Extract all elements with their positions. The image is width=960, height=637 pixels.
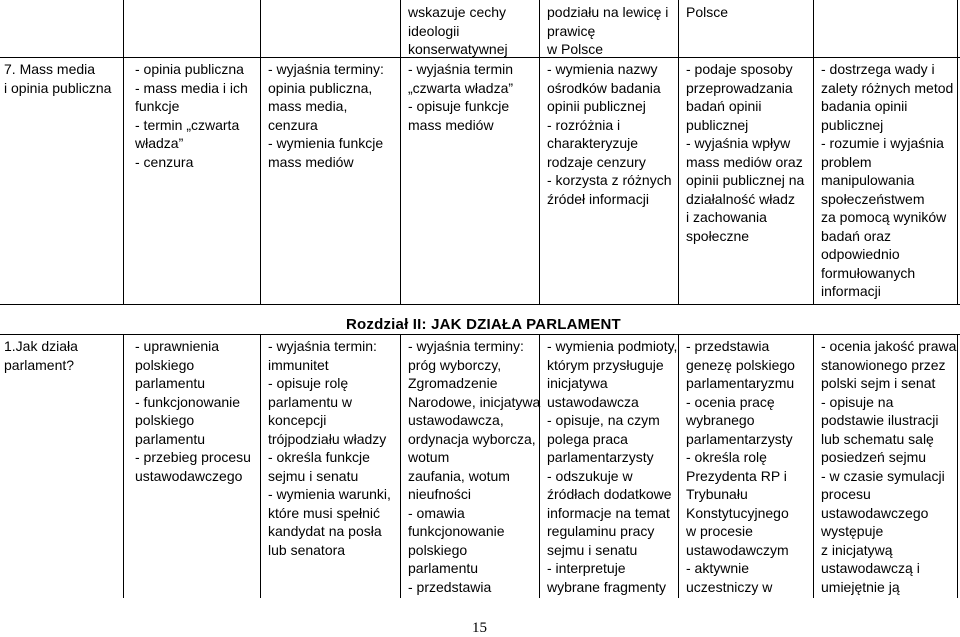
cell-requirements-level1: - wyjaśnia terminy: opinia publiczna, mass media, cenzura - wymienia funkcje mass mediów	[268, 61, 384, 170]
table-col-divider-1	[123, 0, 124, 304]
table-col-divider-2-lower	[260, 334, 261, 598]
table-right-border	[957, 0, 958, 304]
table-col-divider-1-lower	[123, 334, 124, 598]
table-col-divider-2	[260, 0, 261, 304]
cell-parlament-level2: - wyjaśnia terminy: próg wyborczy, Zgromadzenie Narodowe, inicjatywa ustawodawcza, ordynacja wyborcza, wotum zaufania, wotum nieufności - omawia funkcjonowanie polskiego parlamentu - przedstawia	[408, 338, 541, 595]
cell-parlament-level1: - wyjaśnia termin: immunitet - opisuje rolę parlamentu w koncepcji trójpodziału władzy - określa funkcje sejmu i senatu - wymienia warunki, które musi spełnić kandydat na posła lub senatora	[268, 338, 391, 558]
cell-requirements-level5: - dostrzega wady i zalety różnych metod badania opinii publicznej - rozumie i wyjaśnia problem manipulowania społeczeństwem za pomocą wyników badań oraz odpowiednio formułowanych informacji	[821, 61, 954, 299]
table-col-divider-4	[539, 0, 540, 304]
cell-parlament-level4: - przedstawia genezę polskiego parlamentaryzmu - ocenia pracę wybranego parlamentarzysty - określa rolę Prezydenta RP i Trybunału Konstytucyjnego w procesie ustawodawczym - aktywnie uczestniczy w	[686, 338, 795, 595]
cell-continued-col6: Polsce	[686, 4, 729, 20]
cell-continued-col4: wskazuje cechy ideologii konserwatywnej	[408, 4, 508, 57]
table-col-divider-3	[400, 0, 401, 304]
table-col-divider-3-lower	[400, 334, 401, 598]
cell-parlament-level5: - ocenia jakość prawa stanowionego przez polski sejm i senat - opisuje na podstawie ilustracji lub schematu salę posiedzeń sejmu - w czasie symulacji procesu ustawodawczego występuje z inicjatywą ustawodawczą i umiejętnie ją	[821, 338, 957, 595]
cell-parlament-level3: - wymienia podmioty, którym przysługuje inicjatywa ustawodawcza - opisuje, na czym polega praca parlamentarzysty - odszukuje w źródłach dodatkowe informacje na temat regulaminu pracy sejmu i senatu - interpretuje wybrane fragmenty	[547, 338, 678, 595]
cell-content-mass-media: - opinia publiczna - mass media i ich funkcje - termin „czwarta władza” - cenzura	[135, 61, 248, 170]
cell-requirements-level2: - wyjaśnia termin „czwarta władza” - opisuje funkcje mass mediów	[408, 61, 514, 133]
table-col-divider-6-lower	[813, 334, 814, 598]
section-heading: Rozdział II: JAK DZIAŁA PARLAMENT	[346, 316, 621, 333]
cell-requirements-level3: - wymienia nazwy ośrodków badania opinii publicznej - rozróżnia i charakteryzuje rodzaje cenzury - korzysta z różnych źródeł informacji	[547, 61, 672, 207]
table-col-divider-6	[813, 0, 814, 304]
table-col-divider-5	[678, 0, 679, 304]
table-rule-mass-media-bottom	[0, 304, 960, 305]
cell-topic-mass-media: 7. Mass media i opinia publiczna	[4, 61, 112, 96]
table-rule-heading-bottom	[0, 334, 960, 335]
cell-topic-parlament: 1.Jak działa parlament?	[4, 338, 78, 373]
table-right-border-lower	[957, 334, 958, 598]
table-col-divider-5-lower	[678, 334, 679, 598]
cell-requirements-level4: - podaje sposoby przeprowadzania badań opinii publicznej - wyjaśnia wpływ mass mediów oraz opinii publicznej na działalność władz i zachowania społeczne	[686, 61, 805, 244]
cell-content-parlament: - uprawnienia polskiego parlamentu - funkcjonowanie polskiego parlamentu - przebieg procesu ustawodawczego	[135, 338, 251, 484]
page-number: 15	[472, 620, 487, 636]
cell-continued-col5: podziału na lewicę i prawicę w Polsce	[547, 4, 669, 57]
